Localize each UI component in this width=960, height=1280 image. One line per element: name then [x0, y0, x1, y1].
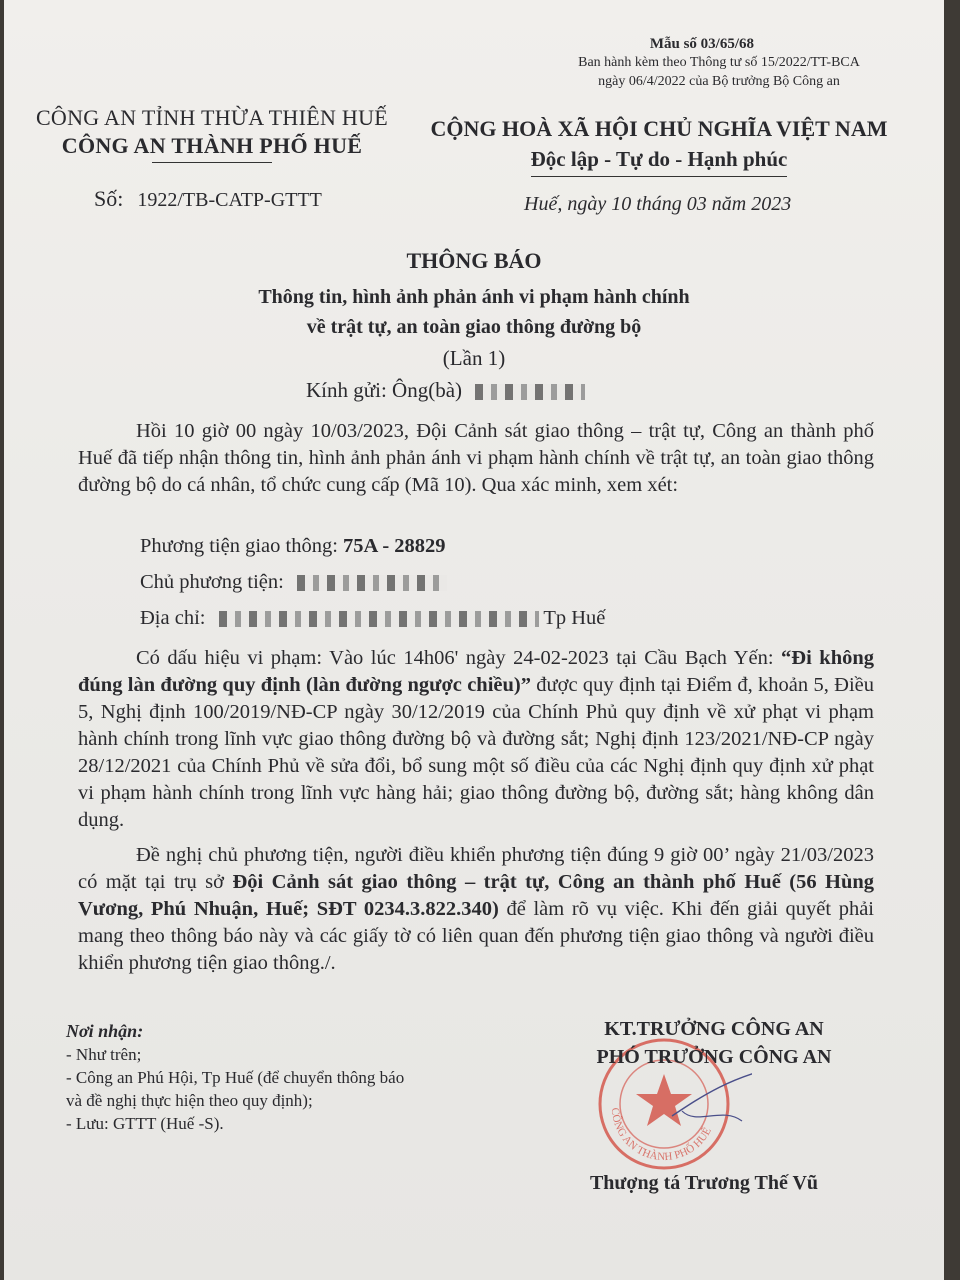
recipient-item: - Công an Phú Hội, Tp Huế (để chuyển thông báo	[66, 1068, 405, 1087]
recipient-item: - Như trên;	[66, 1045, 142, 1064]
violation-name: “Đi không đúng làn đường quy định (làn đường ngược chiều)”	[78, 647, 875, 696]
agency-underline	[152, 162, 272, 163]
violation-paragraph	[78, 645, 874, 834]
address-tail: Tp Huế	[543, 607, 606, 629]
form-note	[544, 53, 894, 91]
form-number: Mẫu số 03/65/68	[649, 36, 754, 52]
issuing-agency	[32, 104, 392, 163]
recipient-item-cont: và đề nghị thực hiện theo quy định);	[66, 1091, 313, 1110]
address-label: Địa chỉ:	[140, 607, 206, 629]
doc-number-value: 1922/TB-CATP-GTTT	[137, 189, 322, 211]
parent-agency: CÔNG AN TỈNH THỪA THIÊN HUẾ	[35, 105, 389, 130]
violation-lead: Có dấu hiệu vi phạm: Vào lúc 14h06' ngày 24-02-2023 tại Cầu Bạch Yến:	[136, 647, 774, 669]
owner-label: Chủ phương tiện:	[140, 571, 284, 593]
redacted-owner	[297, 575, 447, 591]
agency-unit: CÔNG AN THÀNH PHỐ HUẾ	[61, 133, 363, 158]
subtitle-line1: Thông tin, hình ảnh phản ánh vi phạm hành chính	[258, 286, 690, 308]
recipient-item: - Lưu: GTTT (Huế -S).	[66, 1114, 224, 1133]
star-icon	[636, 1074, 692, 1126]
national-header	[424, 114, 894, 177]
intro-paragraph: Hồi 10 giờ 00 ngày 10/03/2023, Đội Cảnh sát giao thông – trật tự, Công an thành phố Huế đã tiếp nhận thông tin, hình ảnh phản ánh vi phạm hành chính về trật tự, an toàn giao thông đường bộ do cá nhân, tổ chức cung cấp (Mã 10). Qua xác minh, xem xét:	[78, 420, 874, 496]
address-line	[140, 607, 605, 630]
seal-text: CÔNG AN THÀNH PHỐ HUẾ	[608, 1107, 714, 1164]
signer-name: Thượng tá Trương Thế Vũ	[589, 1172, 819, 1194]
request-paragraph	[78, 842, 874, 977]
doc-number-label: Số:	[94, 186, 124, 211]
request-office: Đội Cảnh sát giao thông – trật tự, Công an thành phố Huế (56 Hùng Vương, Phú Nhuận, Huế; SĐT 0234.3.822.340)	[78, 871, 875, 920]
document-page	[4, 0, 944, 1280]
violation-detail: được quy định tại Điểm đ, khoản 5, Điều 5, Nghị định 100/2019/NĐ-CP ngày 30/12/2019 của Chính Phủ quy định về xử phạt vi phạm hành chính trong lĩnh vực giao thông đường bộ và đường sắt; Nghị định 123/2021/NĐ-CP ngày 28/12/2021 của Chính Phủ về sửa đổi, bổ sung một số điều của các Nghị định quy định xử phạt vi phạm hành chính trong lĩnh vực hàng hải; giao thông đường bộ, đường sắt; hàng không dân dụng.	[78, 674, 874, 831]
signature-title1: KT.TRƯỞNG CÔNG AN	[604, 1018, 824, 1040]
vehicle-line	[140, 535, 446, 558]
addressee-label: Kính gửi: Ông(bà)	[306, 378, 463, 402]
redacted-address	[219, 611, 539, 627]
document-title: THÔNG BÁO	[406, 248, 542, 273]
form-note-line1: Ban hành kèm theo Thông tư số 15/2022/TT-BCA	[578, 55, 860, 70]
vehicle-label: Phương tiện giao thông:	[140, 535, 338, 557]
request-part2: để làm rõ vụ việc. Khi đến giải quyết phải mang theo thông báo này và các giấy tờ có liên quan đến phương tiện giao thông và người điều khiển phương tiện giao thông./.	[78, 898, 874, 974]
nation-motto: Độc lập - Tự do - Hạnh phúc	[531, 144, 788, 177]
subtitle-line2: về trật tự, an toàn giao thông đường bộ	[306, 316, 642, 338]
document-number	[94, 186, 322, 212]
license-plate: 75A - 28829	[343, 535, 446, 557]
signature-stroke	[672, 1066, 752, 1116]
redacted-addressee	[475, 384, 585, 400]
owner-line	[140, 571, 447, 594]
addressee	[306, 378, 585, 403]
recipients-header: Nơi nhận:	[66, 1021, 144, 1041]
signature-title2: PHÓ TRƯỞNG CÔNG AN	[596, 1046, 832, 1068]
recipients-block	[66, 1020, 506, 1135]
signature-stroke	[682, 1111, 742, 1121]
issue-number: (Lần 1)	[442, 346, 506, 370]
signature-block	[544, 1015, 884, 1071]
document-subtitle	[4, 282, 944, 342]
form-note-line2: ngày 06/4/2022 của Bộ trưởng Bộ Công an	[598, 74, 840, 89]
place-date: Huế, ngày 10 tháng 03 năm 2023	[524, 193, 792, 215]
nation-name: CỘNG HOÀ XÃ HỘI CHỦ NGHĨA VIỆT NAM	[430, 116, 888, 141]
request-part1: Đề nghị chủ phương tiện, người điều khiển phương tiện đúng 9 giờ 00’ ngày 21/03/2023 có mặt tại trụ sở	[78, 844, 874, 893]
